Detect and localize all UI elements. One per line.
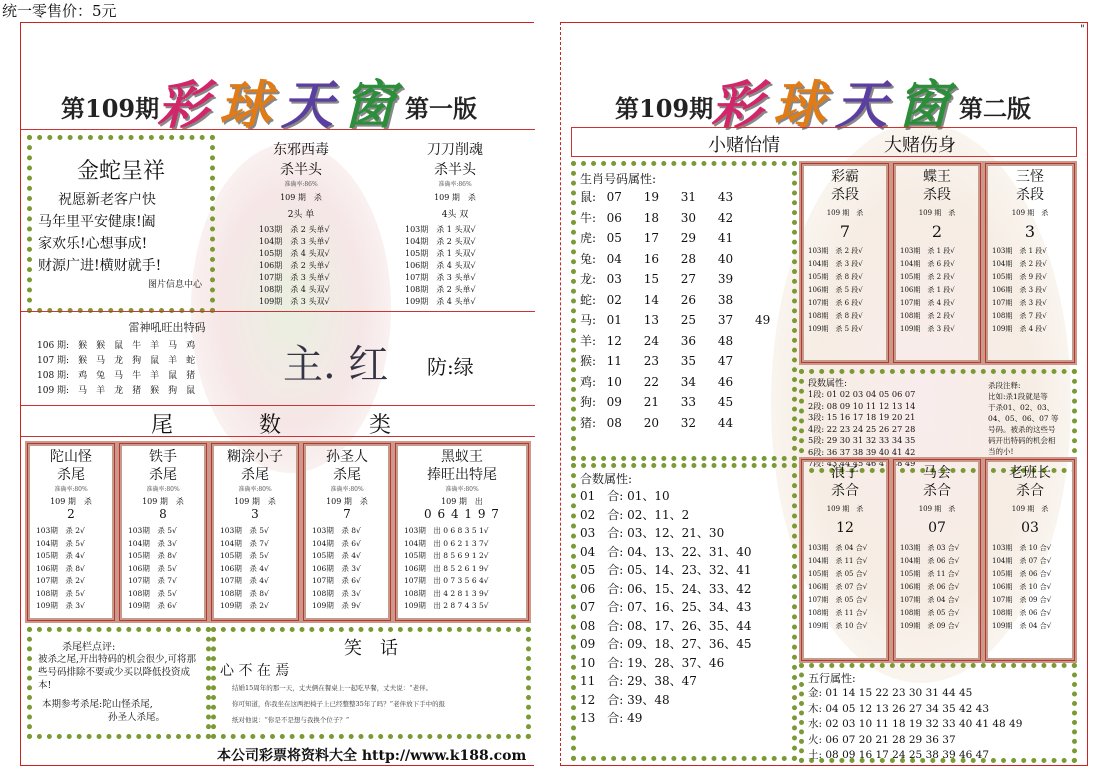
zodiac-row <box>580 310 792 331</box>
tail-box-3: 糊涂小子 杀尾 准确率:80% 109 期 杀 3 103期 杀 5√ 104期 杀 7√ 105期 杀 5√ 106期 杀 4√ 107期 杀 4√ 108期 杀 8√ 109期 杀 2√ <box>209 441 301 623</box>
kill-seg-box-2: 蝶王 杀段 109 期 杀 2 103期 杀 1 段√ 104期 杀 6 段√ 105期 杀 2 段√ 106期 杀 1 段√ 107期 杀 4 段√ 108期 杀 2 段√ 109期 杀 3 段√ <box>891 161 983 365</box>
zodiac-cell: 13 <box>643 313 659 327</box>
blessing-text: 祝愿新老客户快 马年里平安健康!阖 家欢乐!心想事成! 财源广进!横财就手! <box>38 192 162 274</box>
wuxing-box: 五行属性: 金: 01 14 15 22 23 30 31 44 45 木: 04 05 12 13 26 27 34 35 42 43 水: 02 03 10 11 18 19 32 33 40 41 48 49 火: 06 07 20 21 28 29 36 37 土: 08 09 16 17 24 25 38 39 46 47 <box>799 663 1077 763</box>
blessing-title: 金蛇呈祥 <box>76 159 165 184</box>
zodiac-cell: 42 <box>717 210 734 225</box>
segment-note: 杀段注释: 比如:杀1段就是等 于杀01、02、03、 04、05、06、07 等 号码。被杀的这些号 码开出特码的机会相 当的小! <box>988 381 1059 456</box>
issue-number-right: 第109期 <box>615 94 714 123</box>
zodiac-row <box>580 331 792 352</box>
kill-half-box-a: 东邪西毒 杀半头 准确率:86% 109 期 杀 2头 单 103期 杀 2 头单√ 104期 杀 3 头单√ 105期 杀 4 头双√ 106期 杀 2 头单√ 107期 杀 3 头单√ 108期 杀 4 头双√ 109期 杀 3 头双√ <box>259 142 330 306</box>
logo-right: 彩球天窗 <box>711 76 960 136</box>
zodiac-cell: 33 <box>680 395 697 409</box>
thunder-special-box: 雷神吼旺出特码 106 期: 猴 猴 鼠 牛 羊 马 鸡 107 期: 猴 马 龙 狗 鼠 羊 蛇 108 期: 鸡 兔 马 牛 羊 鼠 猪 109 期: 马 羊 龙 猪 猴 狗 鼠 <box>37 321 206 396</box>
zodiac-cell: 40 <box>717 251 734 266</box>
zodiac-cell: 07 <box>606 190 622 204</box>
zodiac-cell: 鸡: <box>580 374 597 389</box>
zodiac-cell: 19 <box>643 190 659 204</box>
zodiac-cell <box>755 331 792 352</box>
zodiac-cell: 30 <box>680 210 697 225</box>
zodiac-cell: 牛: <box>580 210 597 225</box>
zodiac-cell: 08 <box>606 415 622 430</box>
zodiac-box: 生肖号码属性: 鼠: 07 19 31 43 牛: 06 18 30 42 虎: 05 17 29 41 兔: 04 16 28 40 龙: 03 15 27 39 蛇: 02 14 26 38 马: 01 13 25 37 49 羊: 12 24 36 48 猴: 11 23 35 47 鸡: 10 22 34 46 狗: 09 21 33 45 猪: 08 20 32 44 <box>571 161 797 461</box>
zodiac-row <box>580 392 792 413</box>
edition-label-right: 第二版 <box>959 94 1031 123</box>
zodiac-row <box>580 249 792 270</box>
zodiac-cell: 27 <box>680 272 697 286</box>
zodiac-cell: 14 <box>643 292 659 307</box>
zodiac-cell: 09 <box>606 395 622 409</box>
kill-half-box-b: 刀刀削魂 杀半头 准确率:86% 109 期 杀 4头 双 103期 杀 1 头双√ 104期 杀 2 头双√ 105期 杀 1 头双√ 106期 杀 4 头双√ 107期 杀 3 头单√ 108期 杀 2 头单√ 109期 杀 4 头单√ <box>405 142 483 306</box>
zodiac-row <box>580 372 792 393</box>
zodiac-row <box>580 413 792 434</box>
zodiac-cell: 兔: <box>580 251 597 266</box>
zodiac-cell <box>755 351 792 372</box>
segment-box: 段数属性: 1段: 01 02 03 04 05 06 07 2段: 08 09 10 11 12 13 14 3段: 15 16 17 18 19 20 21 4段: 22 23 24 25 26 27 28 5段: 29 30 31 32 33 34 35 6段: 36 37 38 39 40 41 42 7段: 43 44 45 46 47 48 49 杀段注释: 比如:杀1段就是等 于杀01、02、03、 04、05、06、07 等 号码。被杀的这些号 码开出特码的机会相 当的小! <box>799 369 1077 473</box>
kill-seg-box-1: 彩霸 杀段 109 期 杀 7 103期 杀 2 段√ 104期 杀 3 段√ 105期 杀 8 段√ 106期 杀 5 段√ 107期 杀 6 段√ 108期 杀 8 段√ 109期 杀 5 段√ <box>799 161 891 365</box>
zodiac-cell <box>755 392 792 413</box>
zodiac-cell <box>755 372 792 393</box>
zodiac-cell: 22 <box>643 374 659 389</box>
bottom-website: 本公司彩票将资料大全 http://www.k188.com <box>217 748 527 764</box>
zodiac-cell: 32 <box>680 415 697 430</box>
blessing-box <box>27 135 215 313</box>
zodiac-cell: 11 <box>606 354 622 368</box>
zodiac-cell: 45 <box>717 395 734 409</box>
zodiac-cell <box>755 269 792 290</box>
zodiac-cell: 15 <box>643 272 659 286</box>
corner-mark: " <box>1080 24 1085 35</box>
zodiac-cell: 34 <box>680 374 697 389</box>
issue-number: 第109期 <box>61 94 160 123</box>
zodiac-cell: 鼠: <box>580 190 597 204</box>
zodiac-cell: 虎: <box>580 231 597 245</box>
zodiac-row <box>580 228 792 249</box>
blessing-footer: 图片信息中心 <box>147 280 202 290</box>
zodiac-cell: 44 <box>717 415 734 430</box>
zodiac-cell: 04 <box>606 251 622 266</box>
tail-box-4: 孙圣人 杀尾 准确率:80% 109 期 杀 7 103期 杀 8√ 104期 杀 6√ 105期 杀 4√ 106期 杀 3√ 107期 杀 6√ 108期 杀 3√ 109期 杀 9√ <box>301 441 393 623</box>
zodiac-cell: 猴: <box>580 354 597 368</box>
zodiac-cell <box>755 208 792 229</box>
zodiac-cell: 21 <box>643 395 659 409</box>
kill-seg-box-3: 三怪 杀段 109 期 杀 3 103期 杀 1 段√ 104期 杀 2 段√ 105期 杀 9 段√ 106期 杀 3 段√ 107期 杀 3 段√ 108期 杀 7 段√ 109期 杀 4 段√ <box>983 161 1077 365</box>
zodiac-cell: 02 <box>606 292 622 307</box>
zodiac-cell: 蛇: <box>580 292 597 307</box>
zodiac-cell: 马: <box>580 313 597 327</box>
zodiac-cell: 28 <box>680 251 697 266</box>
kill-he-box-3: 老班长 杀合 109 期 杀 03 103期 杀 10 合√ 104期 杀 07 合√ 105期 杀 06 合√ 106期 杀 10 合√ 107期 杀 09 合√ 108期 杀 06 合√ 109期 杀 04 合√ <box>983 457 1077 663</box>
zodiac-cell <box>755 187 792 208</box>
tail-box-blackant: 黑蚁王 捧旺出特尾 准确率:80% 109 期 出 0 6 4 1 9 7 103期 出 0 6 8 3 5 1√ 104期 出 0 6 2 1 3 7√ 105期 出 8 5 6 9 1 2√ 106期 出 8 5 2 6 1 9√ 107期 出 0 7 3 5 6 4√ 108期 出 4 2 8 1 3 9√ 109期 出 2 8 7 4 3 5√ <box>393 441 531 623</box>
zodiac-cell: 35 <box>680 354 697 368</box>
zodiac-cell: 36 <box>680 333 697 348</box>
zodiac-row <box>580 269 792 290</box>
defense-color: 防:绿 <box>427 355 474 379</box>
kill-he-box-1: 浪子 杀合 109 期 杀 12 103期 杀 04 合√ 104期 杀 11 合√ 105期 杀 05 合√ 106期 杀 07 合√ 107期 杀 05 合√ 108期 杀 11 合√ 109期 杀 10 合√ <box>799 457 891 663</box>
tail-box-2: 铁手 杀尾 准确率:80% 109 期 杀 8 103期 杀 5√ 104期 杀 3√ 105期 杀 8√ 106期 杀 5√ 107期 杀 7√ 108期 杀 5√ 109期 杀 6√ <box>117 441 209 623</box>
zodiac-cell <box>755 228 792 249</box>
zodiac-row <box>580 208 792 229</box>
zodiac-cell: 39 <box>717 272 734 286</box>
zodiac-row <box>580 351 792 372</box>
main-color: 主. 红 <box>283 342 389 388</box>
right-page <box>560 22 1088 766</box>
zodiac-cell: 羊: <box>580 333 597 348</box>
zodiac-cell: 01 <box>606 313 622 327</box>
zodiac-cell: 47 <box>717 354 734 368</box>
zodiac-cell: 46 <box>717 374 734 389</box>
zodiac-cell: 05 <box>606 231 622 245</box>
zodiac-cell: 12 <box>606 333 622 348</box>
joke-box: 笑 话 心 不 在 焉 结婚15周年的那一天，丈夫俩在餐桌上一起吃早餐，丈夫说：“老伴。 你可知道，你我坐在这两把椅子上已经整整35年了吗？”老伴放下手中的报 纸对他说：“你是不是想与我换个位子？” <box>211 627 531 739</box>
zodiac-cell: 25 <box>680 313 697 327</box>
edition-label: 第一版 <box>405 94 477 123</box>
tail-section-header: 尾 数 类 <box>21 405 535 437</box>
kill-he-box-2: 马会 杀合 109 期 杀 07 103期 杀 03 合√ 104期 杀 06 合√ 105期 杀 11 合√ 106期 杀 06 合√ 107期 杀 04 合√ 108期 杀 05 合√ 109期 杀 09 合√ <box>891 457 983 663</box>
zodiac-cell: 狗: <box>580 395 597 409</box>
zodiac-row <box>580 187 792 208</box>
zodiac-cell: 41 <box>717 231 734 245</box>
left-page <box>20 22 534 766</box>
zodiac-cell: 猪: <box>580 415 597 430</box>
zodiac-cell: 24 <box>643 333 659 348</box>
slogan-bar: 小赌怡情 大赌伤身 <box>571 127 1077 157</box>
retail-price: 统一零售价：5元 <box>2 2 117 20</box>
zodiac-cell: 龙: <box>580 272 597 286</box>
zodiac-cell: 23 <box>643 354 659 368</box>
zodiac-cell: 18 <box>643 210 659 225</box>
zodiac-cell: 03 <box>606 272 622 286</box>
zodiac-cell: 48 <box>717 333 734 348</box>
zodiac-cell <box>755 413 792 434</box>
zodiac-cell: 37 <box>717 313 734 327</box>
zodiac-cell: 16 <box>643 251 659 266</box>
zodiac-cell: 31 <box>680 190 697 204</box>
zodiac-cell: 17 <box>643 231 659 245</box>
zodiac-cell: 26 <box>680 292 697 307</box>
tail-comment-box: 杀尾栏点评: 被杀之尾,开出特码的机会很少,可将那些号码排除不要或少买以降低投资成本! 本期参考杀尾:陀山怪杀尾, 孙圣人杀尾。 <box>27 627 211 739</box>
zodiac-cell: 06 <box>606 210 622 225</box>
zodiac-cell: 43 <box>717 190 734 204</box>
zodiac-row <box>580 290 792 311</box>
heshu-box: 合数属性: 01 合: 01、10 02 合: 02、11、2 03 合: 03、12、21、30 04 合: 04、13、22、31、40 05 合: 05、14、23、32、41 06 合: 06、15、24、33、42 07 合: 07、16、25、34、43 08 合: 08、17、26、35、44 09 合: 09、18、27、36、45 10 合: 19、28、37、46 11 合: 29、38、47 12 合: 39、48 13 合: 49 <box>571 463 797 761</box>
zodiac-cell: 20 <box>643 415 659 430</box>
zodiac-cell <box>755 290 792 311</box>
zodiac-cell: 29 <box>680 231 697 245</box>
logo: 彩球天窗 <box>157 76 406 136</box>
zodiac-cell: 38 <box>717 292 734 307</box>
zodiac-cell: 49 <box>754 313 771 327</box>
zodiac-cell <box>755 249 792 270</box>
tail-box-1: 陀山怪 杀尾 准确率:80% 109 期 杀 2 103期 杀 2√ 104期 杀 5√ 105期 杀 4√ 106期 杀 8√ 107期 杀 2√ 108期 杀 5√ 109期 杀 3√ <box>25 441 117 623</box>
zodiac-cell: 10 <box>606 374 622 389</box>
